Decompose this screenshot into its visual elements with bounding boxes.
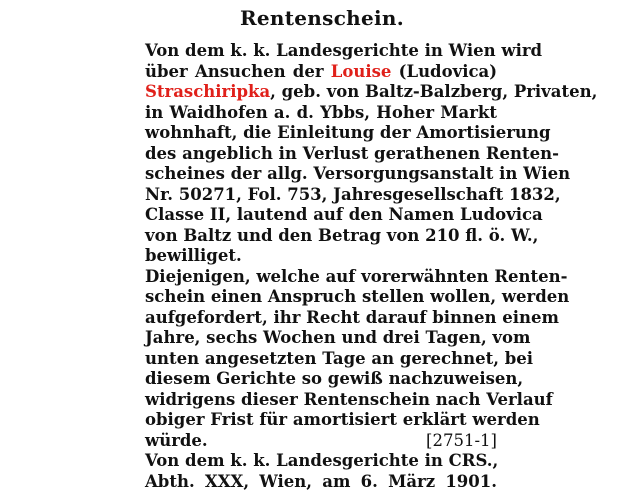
body-line: scheines der allg. Versorgungsanstalt in Wien	[145, 164, 571, 183]
highlighted-name: Louise	[330, 61, 392, 81]
body-text: , geb. von Baltz-Balzberg, Privaten,	[270, 82, 598, 101]
body-line	[145, 61, 497, 83]
body-line: wohnhaft, die Einleitung der Amortisierung	[145, 123, 551, 142]
footer-line: Abth. XXX, Wien, am 6. März 1901.	[145, 471, 497, 491]
body-line: bewilliget.	[145, 246, 242, 265]
body-line: diesem Gerichte so gewiß nachzuweisen,	[145, 369, 524, 388]
body-line: schein einen Anspruch stellen wollen, werden	[145, 287, 570, 306]
reference-number: [2751-1]	[426, 430, 497, 450]
body-line: in Waidhofen a. d. Ybbs, Hoher Markt	[145, 102, 497, 122]
body-line: obiger Frist für amortisiert erklärt werden	[145, 410, 540, 429]
body-line: von Baltz und den Betrag von 210 fl. ö. W.,	[145, 225, 539, 245]
notice-title: Rentenschein.	[239, 6, 405, 30]
body-line: aufgefordert, ihr Recht darauf binnen einem	[145, 307, 559, 327]
body-line: Classe II, lautend auf den Namen Ludovica	[145, 205, 543, 224]
body-line: Nr. 50271, Fol. 753, Jahresgesellschaft 1832,	[145, 184, 561, 204]
body-line	[145, 430, 497, 452]
highlighted-surname: Straschiripka	[145, 82, 271, 101]
body-text: würde.	[145, 430, 208, 450]
body-line: Jahre, sechs Wochen und drei Tagen, vom	[145, 328, 531, 347]
body-text: (Ludovica)	[398, 61, 498, 81]
footer-line: Von dem k. k. Landesgerichte in CRS.,	[145, 451, 499, 470]
body-text: über Ansuchen der	[145, 61, 324, 81]
body-line: des angeblich in Verlust gerathenen Renten-	[145, 143, 559, 163]
body-line: unten angesetzten Tage an gerechnet, bei	[145, 348, 533, 368]
body-line: Diejenigen, welche auf vorerwähnten Renten-	[145, 266, 568, 286]
body-line: widrigens dieser Rentenschein nach Verlauf	[145, 389, 553, 409]
body-line	[145, 81, 598, 103]
body-line: Von dem k. k. Landesgerichte in Wien wird	[145, 41, 543, 60]
